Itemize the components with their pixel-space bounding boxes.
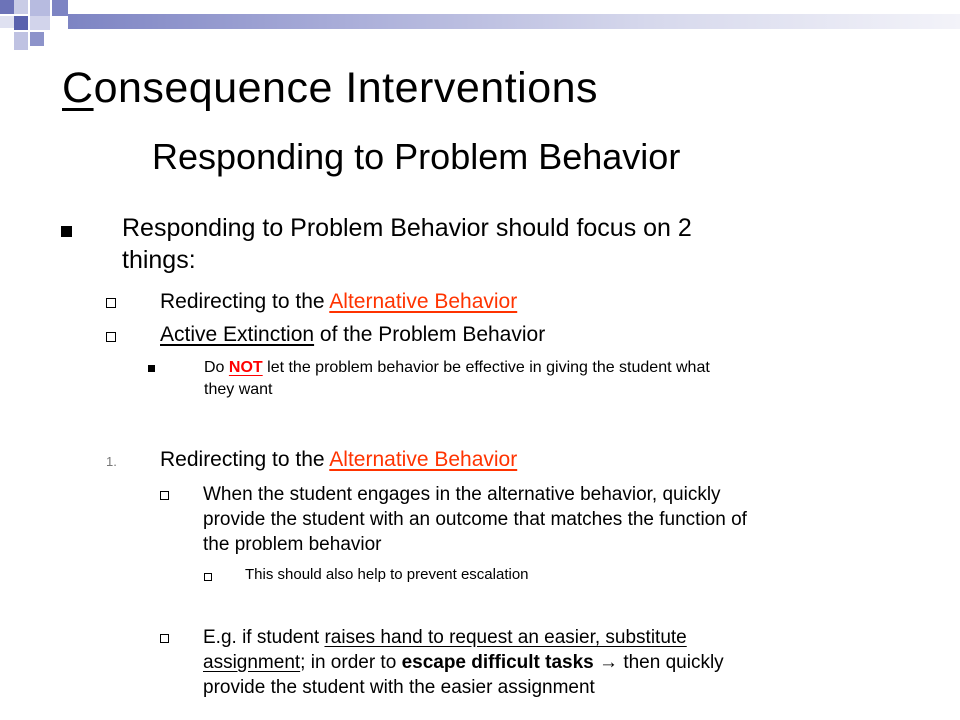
underlined-text: assignment (203, 652, 301, 673)
header-bar (68, 14, 960, 29)
hollow-square-bullet-icon (160, 634, 169, 643)
numbered-item-text: Redirecting to the (160, 448, 330, 471)
slide-title (62, 64, 598, 113)
sub-bullet (160, 290, 517, 314)
detail-line: they want (204, 381, 273, 398)
bullet-line: things: (122, 246, 196, 274)
deco-square (30, 16, 50, 30)
alternative-behavior-link[interactable]: Alternative Behavior (329, 448, 518, 471)
hollow-square-bullet-icon (160, 491, 169, 500)
point-line: When the student engages in the alternative behavior, quickly (203, 484, 721, 505)
point-line (203, 627, 687, 649)
point-sub-line: This should also help to prevent escalation (245, 566, 529, 583)
active-extinction-link[interactable]: Active Extinction (160, 323, 315, 346)
bullet-line: Responding to Problem Behavior should focus on 2 (122, 214, 692, 242)
slide-subtitle: Responding to Problem Behavior (152, 136, 681, 177)
sub-bullet-text: of the Problem Behavior (314, 323, 546, 346)
arrow-icon: → (593, 652, 624, 673)
not-emphasis: NOT (228, 359, 263, 376)
underlined-text: raises hand to request an easier, substitute (324, 627, 687, 648)
bold-text: escape difficult tasks (401, 652, 594, 673)
point-text: ; in order to (300, 652, 402, 673)
alternative-behavior-link[interactable]: Alternative Behavior (329, 290, 518, 313)
sub-bullet (160, 323, 545, 347)
deco-square (0, 0, 14, 14)
deco-square (0, 16, 14, 28)
bullet-square-icon (61, 226, 72, 237)
hollow-square-bullet-icon (204, 573, 212, 581)
deco-square (52, 0, 68, 16)
deco-square (30, 32, 44, 46)
title-rest: onsequence Interventions (93, 64, 599, 112)
point-line: provide the student with the easier assignment (203, 677, 595, 698)
hollow-square-bullet-icon (106, 332, 116, 342)
title-first-letter: C (62, 64, 94, 112)
list-number: 1. (106, 454, 117, 469)
deco-square (30, 0, 50, 16)
deco-square (14, 16, 28, 30)
deco-square (14, 32, 28, 50)
sub-bullet-text: Redirecting to the (160, 290, 330, 313)
deco-square (14, 0, 28, 14)
point-text: then quickly (623, 652, 724, 673)
detail-line (204, 359, 710, 377)
point-line (203, 652, 724, 674)
detail-text: Do (204, 359, 229, 376)
point-line: provide the student with an outcome that matches the function of (203, 509, 747, 530)
point-line: the problem behavior (203, 534, 382, 555)
bullet-square-icon (148, 365, 155, 372)
point-text: E.g. if student (203, 627, 325, 648)
detail-text: let the problem behavior be effective in giving the student what (262, 359, 710, 376)
hollow-square-bullet-icon (106, 298, 116, 308)
numbered-item (160, 448, 517, 472)
